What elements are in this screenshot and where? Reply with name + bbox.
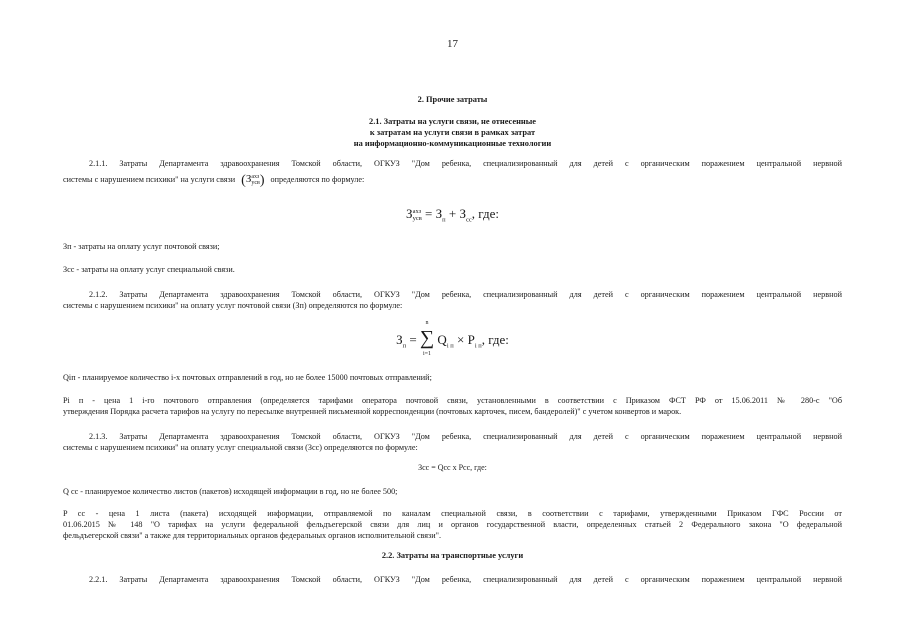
paragraph-2-1-1-line2-end: определяются по формуле: bbox=[270, 175, 365, 184]
paragraph-2-1-2-line1: 2.1.2. Затраты Департамента здравоохранения Томской области, ОГКУЗ "Дом ребенка, специализированный для детей с органическим поражением центральной нервной bbox=[89, 290, 842, 299]
formula-zp-sum: $З_п$ = n ∑ i=1 $Q_{i п} \times P_{i п}$, где: bbox=[396, 320, 509, 357]
paragraph-2-1-1-line2-text: системы с нарушением психики" на услуги связи bbox=[63, 175, 236, 184]
definition-zss: Зсс - затраты на оплату услуг специальной связи. bbox=[63, 265, 235, 274]
definition-pss-line1: P сс - цена 1 листа (пакета) исходящей информации, отправляемой по каналам специальной связи, в соответствии с тарифами, утвержденными Приказом ГФС России от bbox=[63, 509, 842, 518]
subsection-2-1-title-line3: на информационно-коммуникационные технологии bbox=[353, 139, 552, 148]
paragraph-2-1-3-line2: системы с нарушением психики" на оплату услуг специальной связи (Зсс) определяются по формуле: bbox=[63, 443, 418, 452]
paragraph-2-2-1-line1: 2.2.1. Затраты Департамента здравоохранения Томской области, ОГКУЗ "Дом ребенка, специализированный для детей с органическим поражением центральной нервной bbox=[89, 575, 842, 584]
definition-pip-line2: утверждения Порядка расчета тарифов на услугу по пересылке внутренней письменной корреспонденции (почтовых карточек, писем, бандеролей)" с учетом конвертов и марок. bbox=[63, 407, 682, 416]
subsection-2-1-title-line2: к затратам на услуги связи в рамках затрат bbox=[369, 128, 536, 137]
definition-pss-line3: фельдъегерской связи" а также для территориальных органов федеральных органов исполнительной связи". bbox=[63, 531, 442, 540]
formula-zss: Зсс = Qсс x Pсс, где: bbox=[418, 463, 487, 472]
page-number: 17 bbox=[447, 38, 458, 50]
subsection-2-2-title: 2.2. Затраты на транспортные услуги bbox=[381, 551, 524, 560]
definition-pss-line2: 01.06.2015 № 148 "О тарифах на услуги федеральной фельдъегерской связи для лиц и органов государственной власти, определенных статьей 2 Федерального закона "О федеральной bbox=[63, 520, 842, 529]
paragraph-2-1-1-line1: 2.1.1. Затраты Департамента здравоохранения Томской области, ОГКУЗ "Дом ребенка, специализированный для детей с органическим поражением центральной нервной bbox=[89, 159, 842, 168]
paragraph-2-1-1-line2 bbox=[63, 174, 842, 186]
definition-qss: Q сс - планируемое количество листов (пакетов) исходящей информации в год, но не более 500; bbox=[63, 487, 398, 496]
paragraph-2-1-2-line2: системы с нарушением психики" на оплату услуг почтовой связи (Зп) определяются по формуле: bbox=[63, 301, 403, 310]
paragraph-2-1-3-line1: 2.1.3. Затраты Департамента здравоохранения Томской области, ОГКУЗ "Дом ребенка, специализированный для детей с органическим поражением центральной нервной bbox=[89, 432, 842, 441]
subsection-2-1-title-line1: 2.1. Затраты на услуги связи, не отнесенные bbox=[369, 117, 536, 126]
inline-formula-zusv: (З ахз усв ) bbox=[241, 173, 265, 188]
definition-zp: Зп - затраты на оплату услуг почтовой связи; bbox=[63, 242, 220, 251]
definition-qip: Qiп - планируемое количество i-х почтовых отправлений в год, но не более 15000 почтовых отправлений; bbox=[63, 373, 432, 382]
section-2-title: 2. Прочие затраты bbox=[417, 95, 488, 104]
sum-sign: n ∑ i=1 bbox=[419, 320, 435, 357]
formula-zusv: З ахз усв = $З_п + З_{сс}$, где: bbox=[406, 206, 499, 224]
definition-pip-line1: Pi п - цена 1 i-го почтового отправления (определяется тарифами оператора почтовой связи, установленными в соответствии с Приказом ФСТ РФ от 15.06.2011 № 280-с "Об bbox=[63, 396, 842, 405]
